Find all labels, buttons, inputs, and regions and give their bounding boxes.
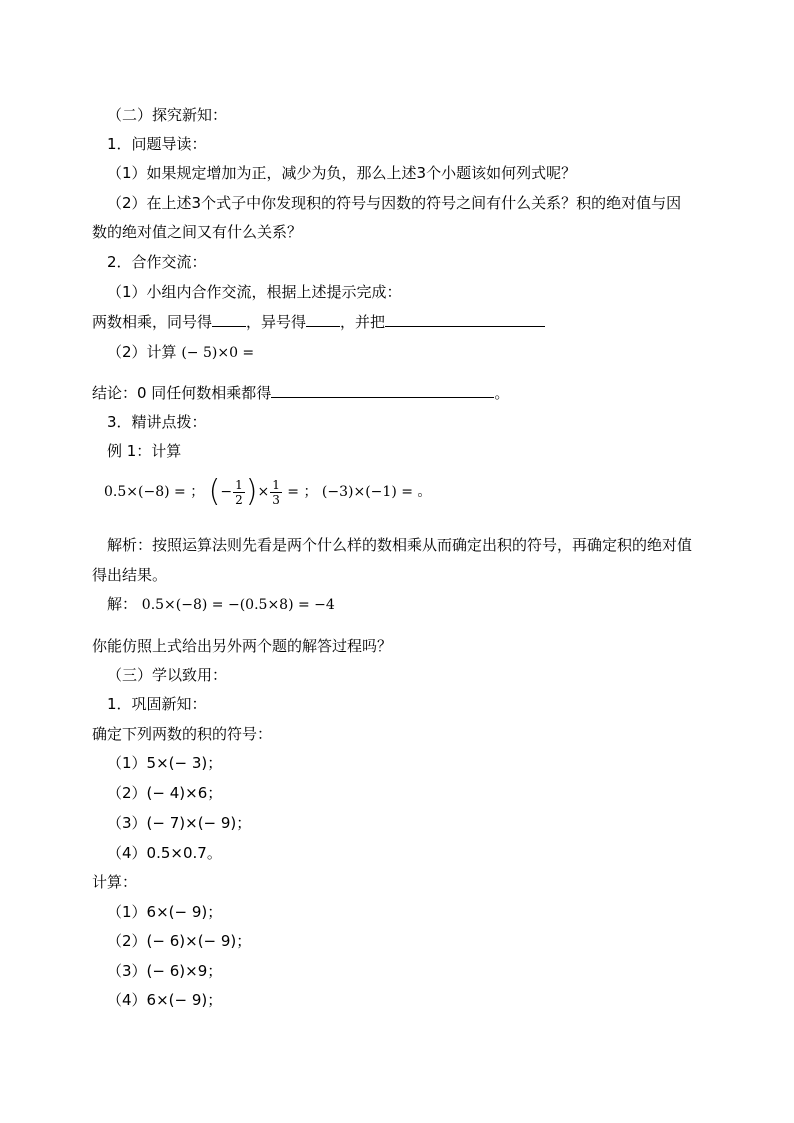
rule-mid-1: ，异号得 (246, 313, 307, 331)
fraction-one-third (270, 478, 282, 507)
analysis-line-2: 得出结果。 (92, 566, 168, 584)
fraction-numerator: 1 (235, 477, 243, 492)
cooperation-item-2 (107, 342, 254, 363)
section-3-heading: （三）学以致用： (107, 666, 228, 684)
example-1-part-c: (−3)×(−1) = 。 (321, 484, 432, 500)
calculate-title: 计算： (92, 873, 138, 891)
fraction-minus: − (220, 484, 233, 500)
cooperation-title: 2．合作交流： (107, 253, 207, 271)
question-2-line-1: （2）在上述3个式子中你发现积的符号与因数的符号之间有什么关系？积的绝对值与因 (107, 194, 682, 212)
example-1-part-a: 0.5×(−8) = ； (104, 484, 205, 500)
calc-item: （4）6×(− 9)； (107, 991, 223, 1009)
calc-item: （1）6×(− 9)； (107, 903, 223, 921)
coop2-label: （2）计算 (107, 343, 177, 361)
rule-prefix: 两数相乘，同号得 (92, 313, 213, 331)
example-1-expressions (104, 472, 431, 512)
sign-item: （3）(− 7)×(− 9)； (107, 814, 252, 832)
example-1-part-b-tail: = ； (282, 484, 318, 500)
right-big-paren: ) (245, 474, 258, 509)
solution-label: 解： (107, 595, 138, 613)
cooperation-item-1: （1）小组内合作交流，根据上述提示完成： (107, 283, 402, 301)
blank-different-sign (306, 312, 340, 327)
sign-item: （2）(− 4)×6； (107, 784, 223, 802)
calc-item: （3）(− 6)×9； (107, 962, 223, 980)
left-big-paren: ( (208, 474, 221, 509)
calc-item: （2）(− 6)×(− 9)； (107, 932, 252, 950)
section-2-heading: （二）探究新知： (107, 106, 228, 124)
consolidate-title: 1．巩固新知： (107, 695, 207, 713)
times-sign: × (257, 484, 270, 500)
sign-exercise-intro: 确定下列两数的积的符号： (92, 725, 273, 743)
conclusion-suffix: 。 (494, 384, 510, 402)
question-guide-title: 1．问题导读： (107, 135, 207, 153)
fraction-denominator-2: 3 (272, 492, 280, 507)
conclusion-prefix: 结论：0 同任何数相乘都得 (92, 384, 272, 402)
sign-item: （1）5×(− 3)； (107, 754, 223, 772)
conclusion-line (92, 383, 509, 403)
multiplication-rule-line (92, 312, 545, 332)
sign-item: （4）0.5×0.7。 (107, 844, 222, 862)
blank-conclusion (271, 383, 494, 398)
solution-line (107, 594, 335, 615)
question-1: （1）如果规定增加为正，减少为负，那么上述3个小题该如何列式呢？ (107, 164, 577, 182)
coop2-expression: (− 5)×0 = (181, 345, 255, 361)
example-1-title: 例 1：计算 (107, 442, 182, 460)
rule-mid-2: ，并把 (340, 313, 386, 331)
question-2-line-2: 数的绝对值之间又有什么关系？ (92, 223, 303, 241)
fraction-denominator: 2 (235, 492, 243, 507)
fraction-one-half (233, 478, 245, 507)
analysis-line-1: 解析：按照运算法则先看是两个什么样的数相乘从而确定出积的符号，再确定积的绝对值 (107, 536, 693, 554)
fraction-numerator-2: 1 (272, 477, 280, 492)
key-points-title: 3．精讲点拨： (107, 413, 207, 431)
blank-rule-rest (385, 312, 545, 327)
imitate-question: 你能仿照上式给出另外两个题的解答过程吗？ (92, 637, 393, 655)
blank-same-sign (212, 312, 246, 327)
solution-expression: 0.5×(−8) = −(0.5×8) = −4 (141, 597, 335, 613)
